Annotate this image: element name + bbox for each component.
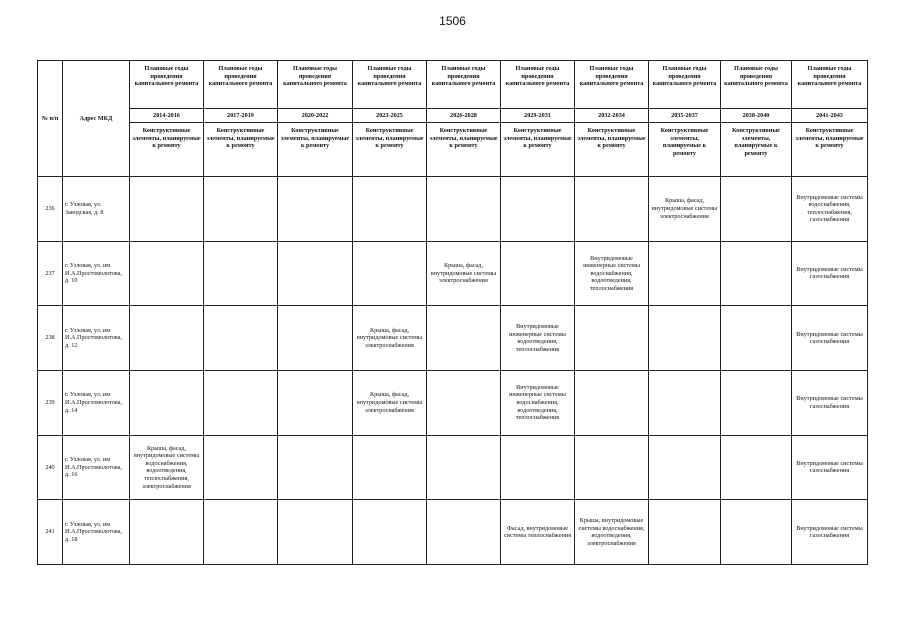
row-address: г. Узловая, ул. им И.А.Простомолотова, д. 18: [63, 500, 130, 565]
work-cell: [278, 370, 353, 435]
period-title: Плановые годы проведения капитального ремонта: [427, 61, 501, 109]
work-cell: Крыша, фасад, внутридомовые системы водоснабжения, водоотведения, теплоснабжения, электроснабжения: [130, 435, 204, 500]
work-cell: [130, 241, 204, 306]
work-cell: [204, 177, 278, 242]
row-address: г. Узловая, ул. Заводская, д. 8: [63, 177, 130, 242]
work-cell: [575, 177, 649, 242]
period-subtitle: Конструктивные элементы, планируемые к ремонту: [649, 123, 721, 177]
work-cell: Внутридомовые инженерные системы водоотведения, теплоснабжения: [501, 306, 575, 371]
period-subtitle: Конструктивные элементы, планируемые к ремонту: [721, 123, 792, 177]
row-number: 239: [38, 370, 63, 435]
work-cell: [427, 306, 501, 371]
work-cell: [353, 177, 427, 242]
work-cell: [721, 241, 792, 306]
period-years: 2038-2040: [721, 109, 792, 123]
work-cell: [721, 435, 792, 500]
period-years: 2041-2043: [792, 109, 868, 123]
work-cell: Фасад, внутридомовые системы теплоснабжения: [501, 500, 575, 565]
work-cell: [427, 370, 501, 435]
work-cell: [204, 370, 278, 435]
period-title: Плановые годы проведения капитального ремонта: [792, 61, 868, 109]
row-address: г. Узловая, ул. им И.А.Простомолотова, д. 14: [63, 370, 130, 435]
work-cell: [278, 177, 353, 242]
table-row: [38, 370, 868, 435]
work-cell: [575, 370, 649, 435]
work-cell: [575, 306, 649, 371]
work-cell: [721, 177, 792, 242]
work-cell: Внутридомовые системы газоснабжения: [792, 370, 868, 435]
period-years: 2017-2019: [204, 109, 278, 123]
column-header-number: № п/п: [38, 61, 63, 177]
work-cell: [130, 370, 204, 435]
table-header: [38, 61, 868, 177]
row-number: 237: [38, 241, 63, 306]
period-title: Плановые годы проведения капитального ремонта: [575, 61, 649, 109]
page-number: 1506: [439, 14, 466, 28]
period-title: Плановые годы проведения капитального ремонта: [721, 61, 792, 109]
period-subtitle: Конструктивные элементы, планируемые к ремонту: [575, 123, 649, 177]
row-number: 238: [38, 306, 63, 371]
period-subtitle: Конструктивные элементы, планируемые к ремонту: [130, 123, 204, 177]
period-subtitle: Конструктивные элементы, планируемые к ремонту: [353, 123, 427, 177]
work-cell: [204, 306, 278, 371]
work-cell: [353, 500, 427, 565]
period-years: 2032-2034: [575, 109, 649, 123]
work-cell: [575, 435, 649, 500]
period-subtitle: Конструктивные элементы, планируемые к ремонту: [792, 123, 868, 177]
work-cell: Крыша, внутридомовые системы водоснабжения, водоотведения, электроснабжения: [575, 500, 649, 565]
work-cell: [130, 500, 204, 565]
work-cell: Крыша, фасад, внутридомовые системы электроснабжения: [353, 306, 427, 371]
period-subtitle: Конструктивные элементы, планируемые к ремонту: [501, 123, 575, 177]
work-cell: [130, 177, 204, 242]
period-years: 2023-2025: [353, 109, 427, 123]
work-cell: Крыша, фасад, внутридомовые системы электроснабжения: [427, 241, 501, 306]
work-cell: [278, 241, 353, 306]
row-number: 236: [38, 177, 63, 242]
work-cell: [427, 435, 501, 500]
period-title: Плановые годы проведения капитального ремонта: [353, 61, 427, 109]
row-number: 240: [38, 435, 63, 500]
table-row: [38, 306, 868, 371]
row-address: г. Узловая, ул. им И.А.Простомолотова, д. 16: [63, 435, 130, 500]
work-cell: Внутридомовые системы водоснабжения, теплоснабжения, газоснабжения: [792, 177, 868, 242]
row-number: 241: [38, 500, 63, 565]
period-years: 2020-2022: [278, 109, 353, 123]
work-cell: [204, 500, 278, 565]
period-subtitle: Конструктивные элементы, планируемые к ремонту: [278, 123, 353, 177]
period-years: 2035-2037: [649, 109, 721, 123]
period-title: Плановые годы проведения капитального ремонта: [278, 61, 353, 109]
period-subtitle: Конструктивные элементы, планируемые к ремонту: [427, 123, 501, 177]
work-cell: Крыша, фасад, внутридомовые системы электроснабжения: [353, 370, 427, 435]
work-cell: [353, 435, 427, 500]
work-cell: Внутридомовые инженерные системы водоснабжения, водоотведения, теплоснабжения: [501, 370, 575, 435]
work-cell: [649, 241, 721, 306]
work-cell: Внутридомовые системы газоснабжения: [792, 435, 868, 500]
work-cell: [427, 177, 501, 242]
table-row: [38, 500, 868, 565]
work-cell: [278, 500, 353, 565]
table-body: [38, 177, 868, 565]
row-address: г. Узловая, ул. им И.А.Простомолотова, д. 10: [63, 241, 130, 306]
period-title: Плановые годы проведения капитального ремонта: [501, 61, 575, 109]
period-title: Плановые годы проведения капитального ремонта: [204, 61, 278, 109]
row-address: г. Узловая, ул. им И.А.Простомолотова, д. 12: [63, 306, 130, 371]
work-cell: [501, 241, 575, 306]
work-cell: [427, 500, 501, 565]
work-cell: Внутридомовые системы газоснабжения: [792, 241, 868, 306]
work-cell: [204, 435, 278, 500]
period-title: Плановые годы проведения капитального ремонта: [649, 61, 721, 109]
work-cell: Внутридомовые системы газоснабжения: [792, 500, 868, 565]
work-cell: [649, 370, 721, 435]
work-cell: [721, 500, 792, 565]
work-cell: [130, 306, 204, 371]
period-subtitle: Конструктивные элементы, планируемые к ремонту: [204, 123, 278, 177]
column-header-address: Адрес МКД: [63, 61, 130, 177]
work-cell: [501, 177, 575, 242]
period-years: 2026-2028: [427, 109, 501, 123]
work-cell: [721, 370, 792, 435]
period-years: 2014-2016: [130, 109, 204, 123]
table-row: [38, 241, 868, 306]
period-years: 2029-2031: [501, 109, 575, 123]
work-cell: Крыша, фасад, внутридомовые системы электроснабжения: [649, 177, 721, 242]
header-row-subtitles: [38, 123, 868, 177]
work-cell: [649, 435, 721, 500]
work-cell: [353, 241, 427, 306]
header-row-titles: [38, 61, 868, 109]
work-cell: [649, 306, 721, 371]
work-cell: [278, 435, 353, 500]
period-title: Плановые годы проведения капитального ремонта: [130, 61, 204, 109]
work-cell: Внутридомовые системы газоснабжения: [792, 306, 868, 371]
work-cell: Внутридомовые инженерные системы водоснабжения, водоотведения, теплоснабжения: [575, 241, 649, 306]
work-cell: [278, 306, 353, 371]
work-cell: [501, 435, 575, 500]
work-cell: [204, 241, 278, 306]
table-row: [38, 435, 868, 500]
work-cell: [721, 306, 792, 371]
header-row-years: [38, 109, 868, 123]
table-row: [38, 177, 868, 242]
work-cell: [649, 500, 721, 565]
repair-schedule-table: [37, 60, 868, 565]
